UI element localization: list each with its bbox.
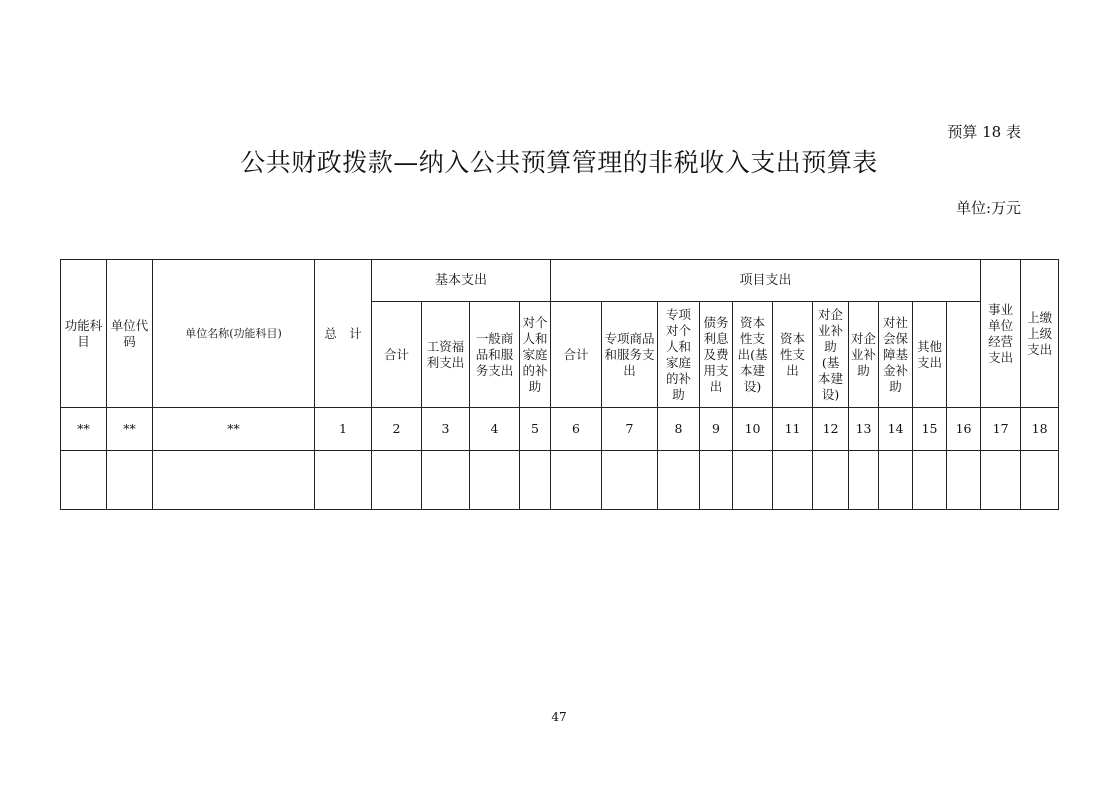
data-cell <box>61 451 107 510</box>
data-cell <box>107 451 153 510</box>
unit-label: 单位:万元 <box>955 199 1021 217</box>
index-cell: 18 <box>1021 408 1059 451</box>
data-cell <box>422 451 470 510</box>
col-project-capital-build: 资本 性支 出(基 本建 设) <box>733 302 773 408</box>
data-cell <box>773 451 813 510</box>
col-project-debt: 债务 利息 及费 用支 出 <box>700 302 733 408</box>
data-cell <box>700 451 733 510</box>
index-cell: 7 <box>602 408 658 451</box>
col-unit-code: 单位代 码 <box>107 260 153 408</box>
data-cell <box>981 451 1021 510</box>
index-cell: 8 <box>658 408 700 451</box>
data-cell <box>372 451 422 510</box>
col-project-enterprise: 对企 业补 助 <box>849 302 879 408</box>
group-project-expense: 项目支出 <box>551 260 981 302</box>
col-project-capital: 资本 性支 出 <box>773 302 813 408</box>
col-public-unit-operating: 事业 单位 经营 支出 <box>981 260 1021 408</box>
index-cell: 11 <box>773 408 813 451</box>
col-basic-goods: 一般商 品和服 务支出 <box>470 302 520 408</box>
table-number: 预算 18 表 <box>947 123 1021 141</box>
index-cell: 9 <box>700 408 733 451</box>
index-cell: 13 <box>849 408 879 451</box>
index-cell: 6 <box>551 408 602 451</box>
col-func-subject: 功能科 目 <box>61 260 107 408</box>
index-cell: 3 <box>422 408 470 451</box>
index-row <box>61 408 1059 451</box>
data-cell <box>947 451 981 510</box>
col-unit-name: 单位名称(功能科目) <box>153 260 315 408</box>
data-cell <box>813 451 849 510</box>
index-cell: 16 <box>947 408 981 451</box>
col-project-goods: 专项商品 和服务支 出 <box>602 302 658 408</box>
budget-table <box>60 259 1059 510</box>
col-project-other: 其他 支出 <box>913 302 947 408</box>
data-cell <box>1021 451 1059 510</box>
data-cell <box>551 451 602 510</box>
col-project-personal: 专项 对个 人和 家庭 的补 助 <box>658 302 700 408</box>
page-title: 公共财政拨款—纳入公共预算管理的非税收入支出预算表 <box>240 148 878 177</box>
index-cell: 17 <box>981 408 1021 451</box>
data-cell <box>470 451 520 510</box>
col-basic-sum: 合计 <box>372 302 422 408</box>
index-cell: 14 <box>879 408 913 451</box>
col-basic-wages: 工资福 利支出 <box>422 302 470 408</box>
index-cell: 10 <box>733 408 773 451</box>
index-cell: 15 <box>913 408 947 451</box>
index-cell: 5 <box>520 408 551 451</box>
data-cell <box>879 451 913 510</box>
index-cell: ** <box>107 408 153 451</box>
data-cell <box>153 451 315 510</box>
data-cell <box>602 451 658 510</box>
group-basic-expense: 基本支出 <box>372 260 551 302</box>
col-project-enterprise-build: 对企 业补 助 (基 本建 设) <box>813 302 849 408</box>
data-cell <box>658 451 700 510</box>
index-cell: ** <box>153 408 315 451</box>
col-project-social: 对社 会保 障基 金补 助 <box>879 302 913 408</box>
index-cell: 2 <box>372 408 422 451</box>
col-upper-level-payment: 上缴 上级 支出 <box>1021 260 1059 408</box>
col-project-sum: 合计 <box>551 302 602 408</box>
index-cell: 12 <box>813 408 849 451</box>
table-row <box>61 451 1059 510</box>
page-number: 47 <box>551 710 567 724</box>
data-cell <box>733 451 773 510</box>
data-cell <box>849 451 879 510</box>
col-basic-personal: 对个 人和 家庭 的补 助 <box>520 302 551 408</box>
data-cell <box>315 451 372 510</box>
data-cell <box>520 451 551 510</box>
index-cell: 4 <box>470 408 520 451</box>
col-total: 总 计 <box>315 260 372 408</box>
data-cell <box>913 451 947 510</box>
index-cell: 1 <box>315 408 372 451</box>
index-cell: ** <box>61 408 107 451</box>
